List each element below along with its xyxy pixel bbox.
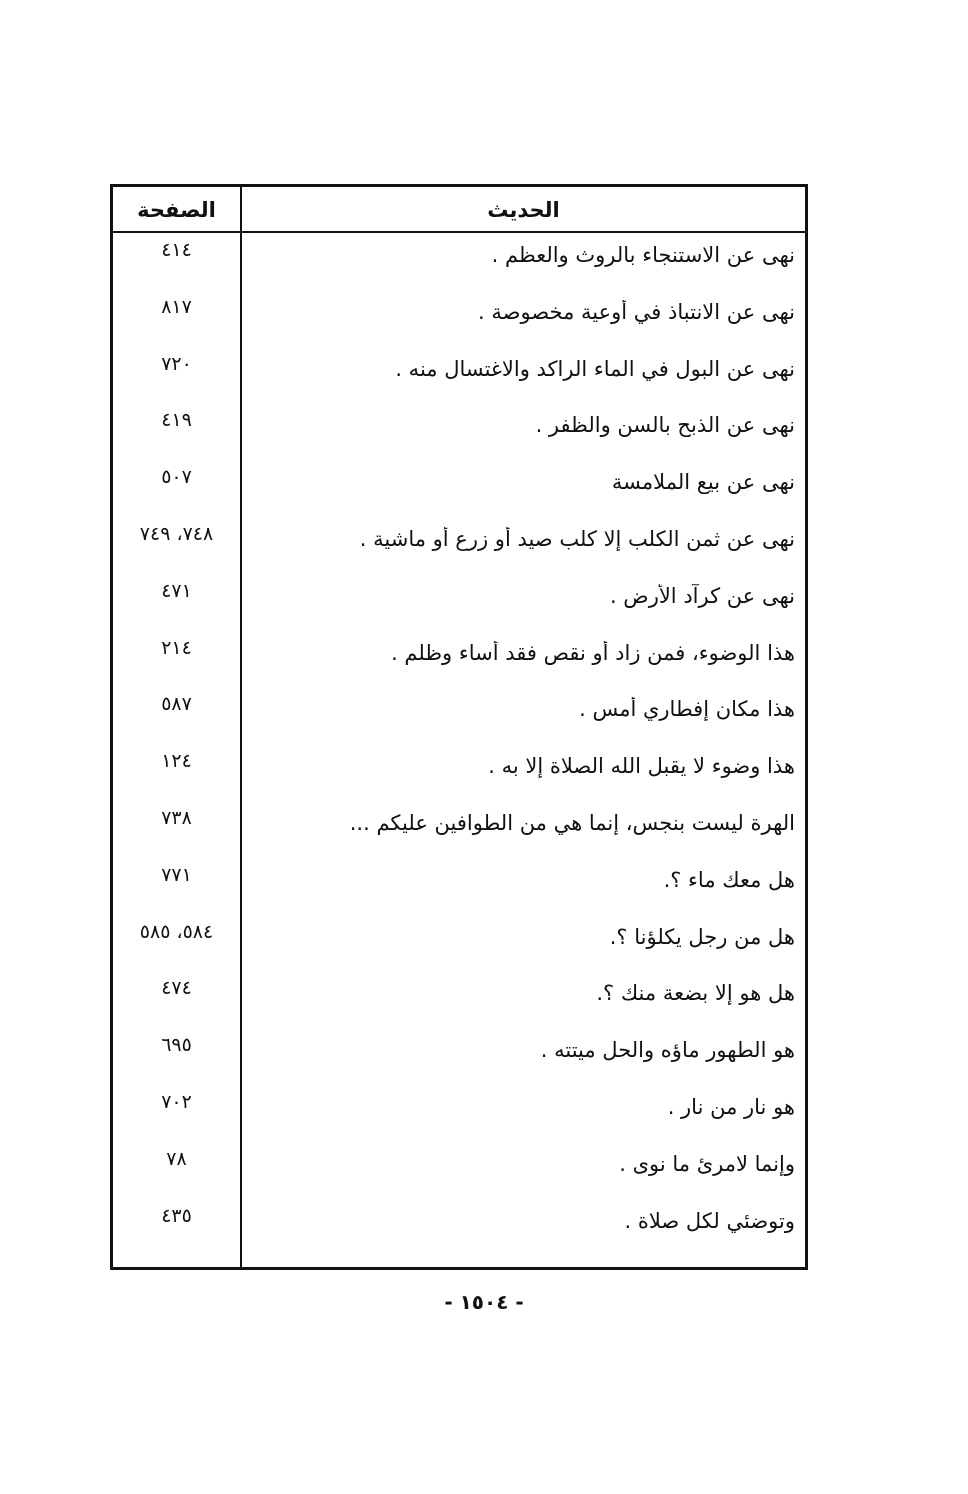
hadith-text: نهى عن الذبح بالسن والظفر .: [535, 413, 795, 438]
hadith-text: هل هو إلا بضعة منك ؟.: [596, 981, 795, 1006]
hadith-text: نهى عن البول في الماء الراكد والاغتسال منه .: [395, 356, 795, 381]
hadith-text: نهى عن كرآد الأرض .: [609, 583, 795, 608]
page-reference: ٥٠٧: [161, 466, 192, 489]
table-row: [113, 1142, 805, 1199]
hadith-text: هذا الوضوء، فمن زاد أو نقص فقد أساء وظلم .: [391, 640, 795, 665]
hadith-text: هذا وضوء لا يقبل الله الصلاة إلا به .: [488, 754, 795, 779]
page-reference: ٤٧٤: [161, 977, 192, 1000]
page-reference: ٨١٧: [161, 295, 192, 318]
table-row: [113, 915, 805, 972]
hadith-text: وتوضئي لكل صلاة .: [624, 1208, 795, 1233]
page-reference: ٧٢٠: [161, 352, 192, 375]
hadith-text: هو الطهور ماؤه والحل ميتته .: [540, 1038, 795, 1063]
table-row: [113, 403, 805, 460]
page-reference: ٧٧١: [161, 863, 192, 886]
hadith-text: هو نار من نار .: [667, 1094, 795, 1119]
page-reference: ٥٨٤، ٥٨٥: [139, 920, 214, 943]
table-row: [113, 801, 805, 858]
table-row: [113, 1028, 805, 1085]
page-reference: ٧٤٨، ٧٤٩: [139, 522, 214, 545]
page-reference: ٦٩٥: [161, 1034, 192, 1057]
hadith-index-table: [110, 184, 808, 1270]
page-reference: ٧٨: [166, 1147, 187, 1170]
table-row: [113, 971, 805, 1028]
table-row: [113, 687, 805, 744]
table-row: [113, 460, 805, 517]
table-row: [113, 744, 805, 801]
page-reference: ٧٣٨: [161, 806, 192, 829]
page-reference: ٧٠٢: [161, 1090, 192, 1113]
hadith-text: الهرة ليست بنجس، إنما هي من الطوافين عليكم ...: [349, 810, 795, 835]
table-row: [113, 347, 805, 404]
page-reference: ١٢٤: [161, 750, 192, 773]
hadith-text: نهى عن ثمن الكلب إلا كلب صيد أو زرع أو ماشية .: [359, 526, 795, 551]
hadith-text: هل من رجل يكلؤنا ؟.: [609, 924, 795, 949]
page-reference: ٤١٤: [161, 239, 192, 261]
table-row: [113, 574, 805, 631]
page-reference: ٤١٩: [161, 409, 192, 432]
table-row: [113, 631, 805, 688]
hadith-text: نهى عن الانتباذ في أوعية مخصوصة .: [478, 299, 795, 324]
table-row: [113, 858, 805, 915]
hadith-text: وإنما لامرئ ما نوى .: [619, 1151, 795, 1176]
table-row: [113, 233, 805, 290]
hadith-text: نهى عن بيع الملامسة: [611, 470, 795, 495]
table-header: [113, 187, 805, 233]
page-reference: ٥٨٧: [161, 693, 192, 716]
page-reference: ٤٣٥: [161, 1204, 192, 1227]
header-page: الصفحة: [137, 198, 216, 222]
hadith-text: هل معك ماء ؟.: [663, 867, 795, 892]
hadith-text: نهى عن الاستنجاء بالروث والعظم .: [491, 243, 795, 267]
page-number: - ١٥٠٤ -: [444, 1290, 524, 1314]
hadith-text: هذا مكان إفطاري أمس .: [579, 697, 795, 722]
table-row: [113, 1199, 805, 1256]
table-row: [113, 517, 805, 574]
page-reference: ٤٧١: [161, 579, 192, 602]
header-hadith: الحديث: [487, 198, 560, 222]
table-body: [113, 233, 805, 1255]
page-reference: ٢١٤: [161, 636, 192, 659]
table-row: [113, 290, 805, 347]
table-row: [113, 1085, 805, 1142]
